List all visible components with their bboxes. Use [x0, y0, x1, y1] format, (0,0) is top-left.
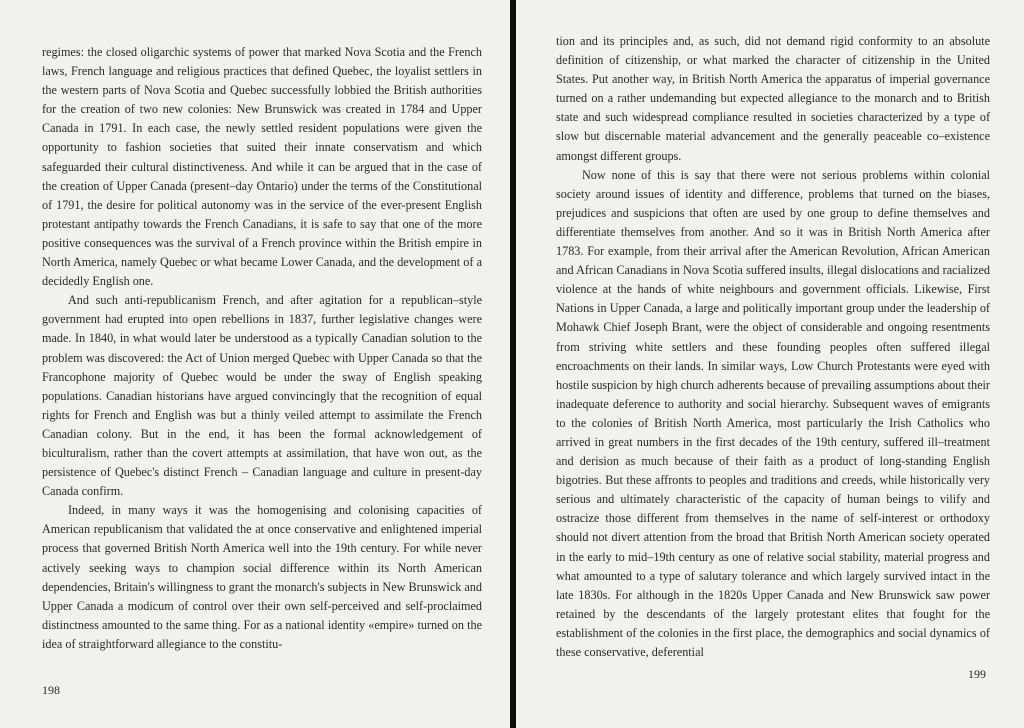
right-paragraph-1: tion and its principles and, as such, did not demand rigid conformity to an absolute definition of citizenship, or what marked the character of citizenship in the United States. Put another way, in British North America the apparatus of imperial governance turned on a rather undemanding but expected allegiance to the monarch and to British state and such widespread compliance resulted in societies characterized by a type of slow but discernable material advancement and the generally peaceable co–existence amongst different groups. — [556, 34, 990, 163]
left-page — [0, 0, 510, 728]
page-number-left: 198 — [42, 683, 60, 697]
right-paragraph-2: Now none of this is say that there were not serious problems within colonial society around issues of identity and difference, problems that turned on the biases, prejudices and suspicions that often are used by one group to define themselves and differentiate themselves from another. And so it was in British North America after 1783. For example, from their arrival after the American Revolution, African American and African Canadians in Nova Scotia suffered insults, illegal dislocations and racialized violence at the hands of white neighbours and government officials. Likewise, First Nations in Upper Canada, a large and politically important group under the leadership of Mohawk Chief Joseph Brant, were the object of considerable and ongoing resentments from striving white settlers and these founding peoples often suffered illegal encroachments on their lands. In similar ways, Low Church Protestants were eyed with hostile suspicion by high church adherents because of prevailing assumptions about their inadequate deference to authority and social hierarchy. Subsequent waves of emigrants to the colonies of British North America, most particularly the Irish Catholics who arrived in great numbers in the first decades of the 19th century, suffered ill–treatment and derision as much because of their faith as a product of long-standing English bigotries. But these affronts to peoples and traditions and creeds, while historically very serious and ultimately characteristic of the capacity of human beings to vilify and ostracize those different from themselves in the name of self-interest or orthodoxy should not divert attention from the broad that British North American society operated in the early to mid–19th century as one of relative social stability, material progress and what amounted to a type of salutary tolerance and which largely survived intact in the late 1830s. For although in the 1820s Upper Canada and New Brunswick saw power retained by the descendants of the largely protestant elites that fought for the establishment of the colonies in the first place, the demographics and social dynamics of these conservative, deferential — [556, 167, 990, 659]
left-paragraph-1: regimes: the closed oligarchic systems of power that marked Nova Scotia and the French laws, French language and religious practices that defined Quebec, the loyalist settlers in the western parts of Nova Scotia and Quebec successfully lobbied the British authorities for the creation of two new colonies: New Brunswick was created in 1784 and Upper Canada in 1791. In each case, the newly settled resident populations were given the opportunity to fashion societies that suited their innate conservatism and which safeguarded their cultural distinctiveness. And while it can be argued that in the case of the creation of Upper Canada (present–day Ontario) under the terms of the Constitutional of 1791, the desire for political autonomy was in the service of the ever-present English protestant antipathy towards the French Canadians, it is safe to say that one of the more positive consequences was the survival of a French province within the British empire in North America, namely Quebec or what became Lower Canada, and the development of a decidedly English one. — [42, 45, 482, 289]
page-number-right: 199 — [968, 667, 986, 681]
left-paragraph-2: And such anti-republicanism French, and after agitation for a republican–style government had erupted into open rebellions in 1837, further legislative changes were made. In 1840, in what would later be understood as a typically Canadian solution to the problem was discovered: the Act of Union merged Quebec with Upper Canada so that the Francophone majority of Quebec would be under the sway of English speaking populations. Canadian historians have argued convincingly that the recognition of equal rights for French and English was but a thinly veiled attempt to assimilate the French Canadian colony. But in the end, it has been the formal acknowledgement of biculturalism, rather than the covert attempts at assimilation, that have won out, as the persistence of Quebec's distinct French – Canadian language and culture in present-day Canada confirm. — [42, 293, 482, 499]
left-paragraph-3: Indeed, in many ways it was the homogenising and colonising capacities of American republicanism that validated the at once conservative and enlightened imperial process that governed British North America well into the 19th century. For while never actively seeking ways to champion social difference within its North American dependencies, Britain's willingness to grant the monarch's subjects in New Brunswick and Upper Canada a modicum of control over their own self-perceived and self-proclaimed distinctness amounted to the same thing. For as a national identity «empire» turned on the idea of straightforward allegiance to the constitu- — [42, 503, 482, 651]
right-page — [516, 0, 1024, 728]
